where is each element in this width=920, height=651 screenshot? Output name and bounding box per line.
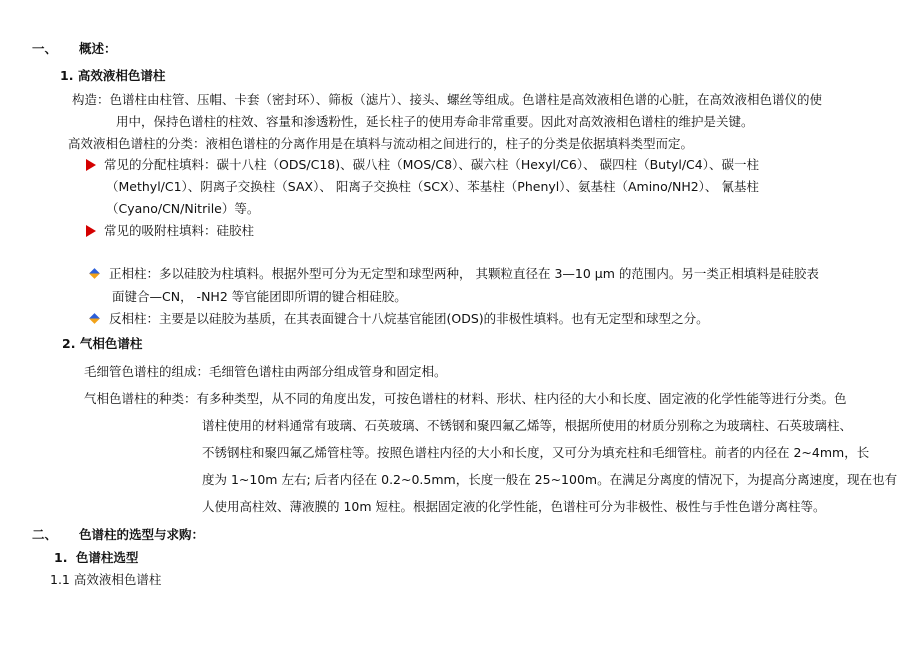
- reverse-phase-text: 反相柱：主要是以硅胶为基质，在其表面键合十八烷基官能团(ODS)的非极性填料。也有无定型和球型之分。: [109, 311, 709, 326]
- normal-phase-line-2: 面键合—CN， -NH2 等官能团即所谓的键合相硅胶。: [112, 289, 407, 304]
- section-number: 二、: [32, 527, 58, 542]
- section-title: 概述：: [79, 41, 117, 56]
- capillary-paragraph: 毛细管色谱柱的组成：毛细管色谱柱由两部分组成管身和固定相。: [84, 364, 447, 379]
- construct-line-2: 用中，保持色谱柱的柱效、容量和渗透粉性，延长柱子的使用寿命非常重要。因此对高效液相色谱柱的维护是关键。: [116, 114, 754, 129]
- section-heading-2: [32, 524, 204, 546]
- gc-types-label: 气相色谱柱的种类：: [84, 391, 197, 406]
- normal-phase-line-1: 正相柱：多以硅胶为柱填料。根据外型可分为无定型和球型两种， 其颗粒直径在 3—10 μm 的范围内。另一类正相填料是硅胶表: [109, 266, 819, 281]
- construct-line-1: 色谱柱由柱管、压帽、卡套（密封环）、筛板（滤片）、接头、螺丝等组成。色谱柱是高效液相色谱的心脏，在高效液相色谱仪的使: [109, 92, 823, 107]
- gc-types-paragraph: [84, 388, 847, 410]
- subheading-title: 高效液相色谱柱: [77, 68, 166, 83]
- construct-label: 构造：: [72, 92, 110, 107]
- subheading-gc-column: [62, 333, 142, 355]
- classification-paragraph: [68, 133, 693, 155]
- partition-line-1: 常见的分配柱填料：碳十八柱（ODS/C18)、碳八柱（MOS/C8）、碳六柱（Hexyl/C6）、 碳四柱（Butyl/C4）、碳一柱: [104, 157, 759, 172]
- partition-line-3: （Cyano/CN/Nitrile）等。: [106, 201, 260, 216]
- section-title: 色谱柱的选型与求购：: [79, 527, 205, 542]
- red-arrow-bullet-icon: [86, 159, 96, 171]
- subsubheading-hplc: 1.1 高效液相色谱柱: [50, 572, 162, 587]
- subheading-column-selection: [54, 547, 138, 569]
- gc-types-line-1: 有多种类型，从不同的角度出发，可按色谱柱的材料、形状、柱内径的大小和长度、固定液的化学性能等进行分类。色: [196, 391, 847, 406]
- subheading-number: 1.: [60, 68, 74, 83]
- section-number: 一、: [32, 41, 58, 56]
- gc-types-line-5: 人使用高柱效、薄液膜的 10m 短柱。根据固定液的化学性能，色谱柱可分为非极性、极性与手性色谱分离柱等。: [202, 499, 826, 514]
- subheading-title: 气相色谱柱: [79, 336, 143, 351]
- subheading-number: 2.: [62, 336, 76, 351]
- classification-text: 液相色谱柱的分离作用是在填料与流动相之间进行的，柱子的分类是依据填料类型而定。: [205, 136, 694, 151]
- classification-label: 高效液相色谱柱的分类：: [68, 136, 206, 151]
- gc-types-line-2: 谱柱使用的材料通常有玻璃、石英玻璃、不锈钢和聚四氟乙烯等，根据所使用的材质分别称之为玻璃柱、石英玻璃柱、: [202, 418, 853, 433]
- gc-types-line-3: 不锈钢柱和聚四氟乙烯管柱等。按照色谱柱内径的大小和长度，又可分为填充柱和毛细管柱。前者的内径在 2~4mm，长: [202, 445, 870, 460]
- partition-bullet: [86, 154, 759, 176]
- section-heading-1: [32, 38, 117, 60]
- subheading-title: 色谱柱选型: [75, 550, 139, 565]
- reverse-phase-bullet: [90, 308, 709, 330]
- adsorption-bullet: [86, 220, 254, 242]
- subheading-hplc-column: [60, 65, 165, 87]
- diamond-bullet-icon: [89, 313, 100, 324]
- adsorption-text: 常见的吸附柱填料：硅胶柱: [104, 223, 255, 238]
- construct-paragraph: [72, 89, 822, 111]
- red-arrow-bullet-icon: [86, 225, 96, 237]
- subheading-number: 1.: [54, 550, 68, 565]
- gc-types-line-4: 度为 1~10m 左右; 后者内径在 0.2~0.5mm，长度一般在 25~100m。在满足分离度的情况下，为提高分离速度，现在也有: [202, 472, 898, 487]
- normal-phase-bullet: [90, 263, 819, 285]
- diamond-bullet-icon: [89, 268, 100, 279]
- partition-line-2: （Methyl/C1）、阴离子交换柱（SAX）、 阳离子交换柱（SCX）、苯基柱（Phenyl）、氨基柱（Amino/NH2）、 氰基柱: [106, 179, 759, 194]
